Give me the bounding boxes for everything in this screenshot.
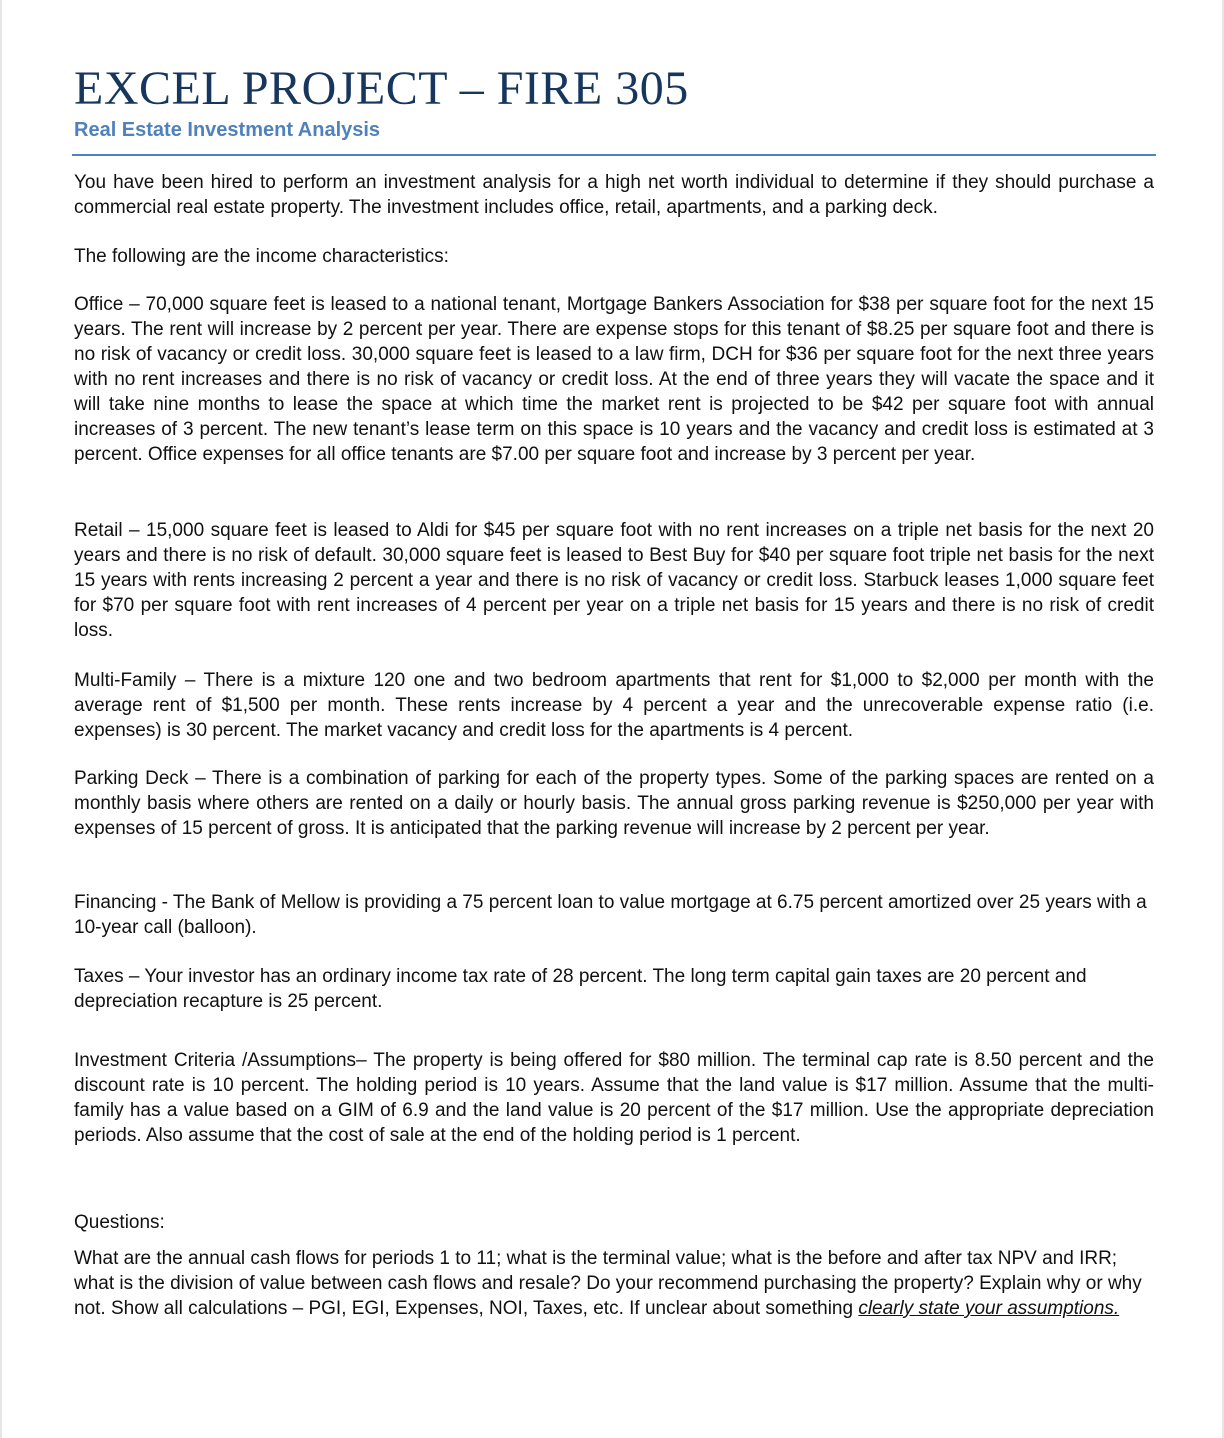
questions-paragraph	[74, 1246, 1154, 1321]
taxes-text: – Your investor has an ordinary income tax rate of 28 percent. The long term capital gain taxes are 20 percent and depreciation recapture is 25 percent.	[74, 966, 1087, 1012]
investment-criteria-label: Investment Criteria /Assumptions	[74, 1050, 357, 1071]
retail-label: Retail	[74, 520, 123, 541]
questions-text: What are the annual cash flows for periods 1 to 11; what is the terminal value; what is the before and after tax NPV and IRR; what is the division of value between cash flows and resale? Do your recommend purchasing the property? Explain why or why not. Show all calculations – PGI, EGI, Expenses, NOI, Taxes, etc. If unclear about something	[74, 1248, 1142, 1319]
investment-criteria-paragraph	[74, 1048, 1154, 1148]
multifamily-label: Multi-Family	[74, 670, 177, 691]
retail-paragraph	[74, 518, 1154, 643]
taxes-paragraph	[74, 964, 1154, 1014]
financing-paragraph	[74, 890, 1154, 940]
office-paragraph	[74, 292, 1154, 467]
retail-text: – 15,000 square feet is leased to Aldi for $45 per square foot with no rent increases on a triple net basis for the next 20 years and there is no risk of default. 30,000 square feet is leased to Best Buy for $40 per square foot triple net basis for the next 15 years with rents increasing 2 percent a year and there is no risk of vacancy or credit loss. Starbuck leases 1,000 square feet for $70 per square foot with rent increases of 4 percent per year on a triple net basis for 15 years and there is no risk of credit loss.	[74, 520, 1154, 641]
questions-heading: Questions:	[74, 1212, 165, 1233]
document-subtitle: Real Estate Investment Analysis	[74, 119, 381, 141]
multifamily-paragraph	[74, 668, 1154, 743]
assumptions-emphasis: clearly state your assumptions.	[858, 1298, 1120, 1319]
title-divider	[72, 154, 1156, 156]
parking-paragraph	[74, 766, 1154, 841]
office-text: – 70,000 square feet is leased to a national tenant, Mortgage Bankers Association for $38 per square foot for the next 15 years. The rent will increase by 2 percent per year. There are expense stops for this tenant of $8.25 per square foot and there is no risk of vacancy or credit loss. 30,000 square feet is leased to a law firm, DCH for $36 per square foot for the next three years with no rent increases and there is no risk of vacancy or credit loss. At the end of three years they will vacate the space and it will take nine months to lease the space at which time the market rent is projected to be $42 per square foot with annual increases of 3 percent. The new tenant’s lease term on this space is 10 years and the vacancy and credit loss is estimated at 3 percent. Office expenses for all office tenants are $7.00 per square foot and increase by 3 percent per year.	[74, 294, 1154, 465]
parking-text: – There is a combination of parking for each of the property types. Some of the parking spaces are rented on a monthly basis where others are rented on a daily or hourly basis. The annual gross parking revenue is $250,000 per year with expenses of 15 percent of gross. It is anticipated that the parking revenue will increase by 2 percent per year.	[74, 768, 1155, 839]
financing-text: - The Bank of Mellow is providing a 75 percent loan to value mortgage at 6.75 percent amortized over 25 years with a 10-year call (balloon).	[74, 892, 1147, 938]
financing-label: Financing	[74, 892, 157, 913]
intro-paragraph: You have been hired to perform an investment analysis for a high net worth individual to determine if they should purchase a commercial real estate property. The investment includes office, retail, apartments, and a parking deck.	[74, 172, 1154, 218]
income-intro-paragraph: The following are the income characteristics:	[74, 246, 449, 267]
taxes-label: Taxes	[74, 966, 124, 987]
multifamily-text: – There is a mixture 120 one and two bedroom apartments that rent for $1,000 to $2,000 per month with the average rent of $1,500 per month. These rents increase by 4 percent a year and the unrecoverable expense ratio (i.e. expenses) is 30 percent. The market vacancy and credit loss for the apartments is 4 percent.	[74, 670, 1154, 741]
document-title: EXCEL PROJECT – FIRE 305	[74, 62, 689, 115]
parking-label: Parking Deck	[74, 768, 189, 789]
office-label: Office	[74, 294, 124, 315]
investment-criteria-text: – The property is being offered for $80 million. The terminal cap rate is 8.50 percent and the discount rate is 10 percent. The holding period is 10 years. Assume that the land value is $17 million. Assume that the multi-family has a value based on a GIM of 6.9 and the land value is 20 percent of the $17 million. Use the appropriate depreciation periods. Also assume that the cost of sale at the end of the holding period is 1 percent.	[74, 1050, 1154, 1146]
page-edge	[0, 0, 2, 1438]
